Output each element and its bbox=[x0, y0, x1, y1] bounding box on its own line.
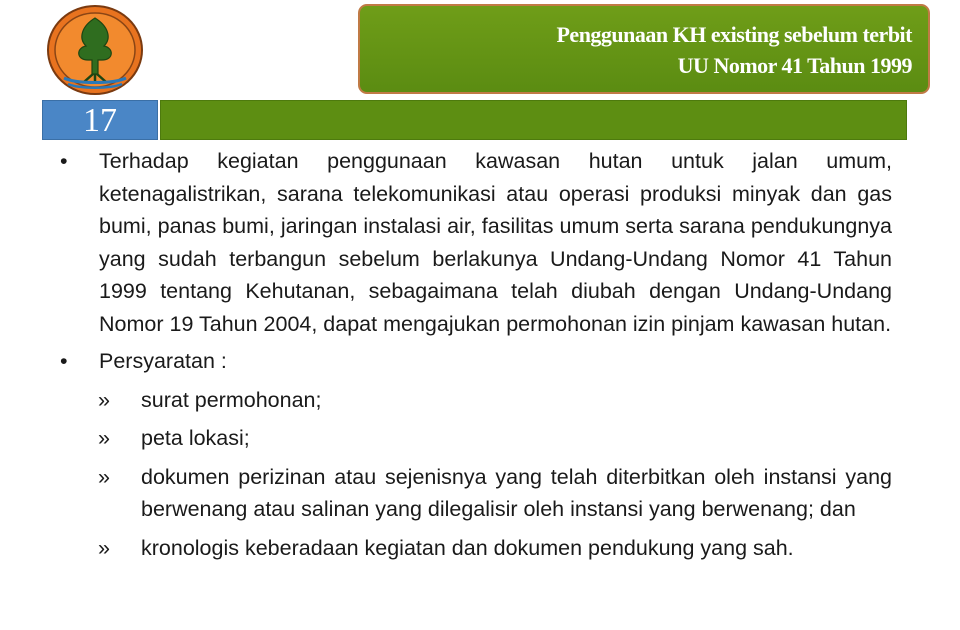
requirement-text: peta lokasi; bbox=[141, 426, 250, 450]
requirement-text: surat permohonan; bbox=[141, 387, 322, 412]
chevron-right-icon: » bbox=[98, 387, 110, 412]
header-divider-bar bbox=[160, 100, 907, 140]
requirement-item bbox=[60, 461, 892, 526]
forestry-ministry-emblem-icon bbox=[46, 4, 144, 96]
requirement-item bbox=[60, 384, 892, 417]
requirement-item bbox=[60, 422, 892, 455]
slide-title-line-1: Penggunaan KH existing sebelum terbit bbox=[556, 22, 912, 47]
bullet-icon: • bbox=[60, 149, 68, 173]
requirement-item bbox=[60, 532, 892, 565]
chevron-right-icon: » bbox=[98, 464, 110, 489]
requirement-text: kronologis keberadaan kegiatan dan dokumen pendukung yang sah. bbox=[141, 535, 794, 560]
bullet-text: Persyaratan : bbox=[99, 349, 227, 373]
bullet-text: Terhadap kegiatan penggunaan kawasan hutan untuk jalan umum, ketenagalistrikan, sarana telekomunikasi atau operasi produksi minyak dan gas bumi, panas bumi, jaringan instalasi air, fasilitas umum serta sarana pendukungnya yang sudah terbangun sebelum berlakunya Undang-Undang Nomor 41 Tahun 1999 tentang Kehutanan, sebagaimana telah diubah dengan Undang-Undang Nomor 19 Tahun 2004, dapat mengajukan permohonan izin pinjam kawasan hutan. bbox=[99, 149, 892, 336]
bullet-item bbox=[60, 345, 892, 378]
chevron-right-icon: » bbox=[98, 426, 110, 450]
bullet-icon: • bbox=[60, 349, 68, 373]
slide-title-box bbox=[358, 4, 930, 94]
requirement-text: dokumen perizinan atau sejenisnya yang telah diterbitkan oleh instansi yang berwenang atau salinan yang dilegalisir oleh instansi yang berwenang; dan bbox=[141, 464, 892, 521]
chevron-right-icon: » bbox=[98, 535, 110, 560]
slide-content bbox=[60, 145, 892, 564]
slide-number: 17 bbox=[42, 100, 158, 140]
slide-title-line-2: UU Nomor 41 Tahun 1999 bbox=[677, 53, 912, 78]
bullet-item bbox=[60, 145, 892, 340]
